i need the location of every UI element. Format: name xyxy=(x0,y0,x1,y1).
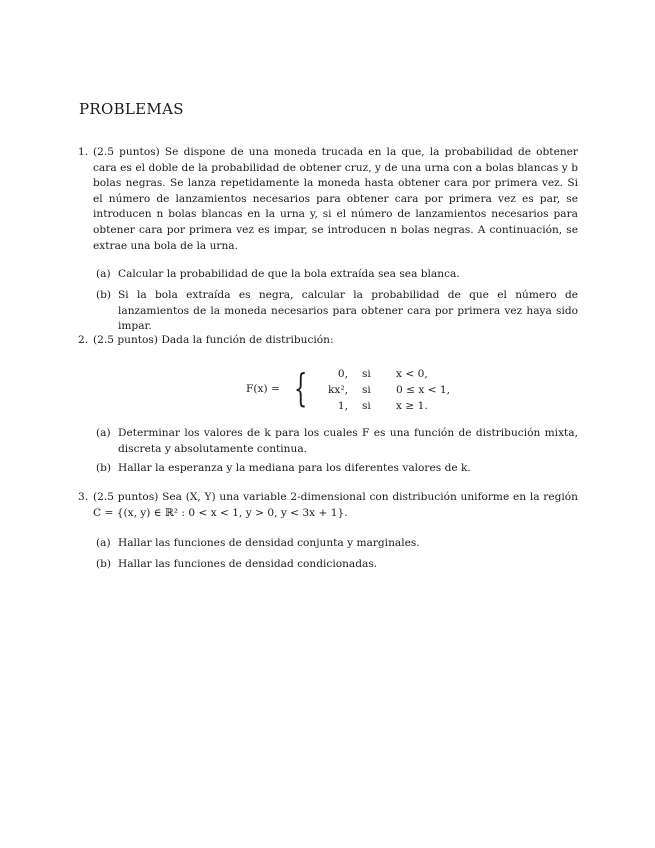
part-text: Hallar la esperanza y la mediana para los diferentes valores de k. xyxy=(118,462,471,474)
problem-1 xyxy=(78,145,578,254)
part-label: (b) xyxy=(96,558,112,570)
problem-number: 2. xyxy=(78,334,89,346)
formula-cond: si xyxy=(362,400,371,412)
formula-range: 0 ≤ x < 1, xyxy=(396,384,451,396)
formula-range: x ≥ 1. xyxy=(396,400,428,412)
part-label: (a) xyxy=(96,427,111,439)
problem-2-part-b xyxy=(96,461,578,477)
part-text: Determinar los valores de k para los cuales F es una función de distribución mixta, discreta y absolutamente continua. xyxy=(118,427,578,455)
part-text: Hallar las funciones de densidad conjunta y marginales. xyxy=(118,537,420,549)
problem-3-part-a xyxy=(96,536,578,552)
problem-2 xyxy=(78,333,578,349)
formula-cond: si xyxy=(362,384,371,396)
part-label: (a) xyxy=(96,268,111,280)
page-title: PROBLEMAS xyxy=(79,100,184,118)
part-label: (b) xyxy=(96,462,112,474)
formula-value: kx², xyxy=(327,384,348,396)
problem-number: 3. xyxy=(78,491,89,503)
part-text: Calcular la probabilidad de que la bola extraída sea sea blanca. xyxy=(118,268,460,280)
problem-text: (2.5 puntos) Se dispone de una moneda trucada en la que, la probabilidad de obtener cara es el doble de la probabilidad de obtener cruz, y de una urna con a bolas blancas y b bolas negras. Se lanza repetidamente la moneda hasta obtener cara por primera vez. Si el número de lanzamientos necesarios para obtener cara por primera vez es par, se introducen n bolas blancas en la urna y, si el número de lanzamientos necesarios para obtener cara por primera vez es impar, se introducen n bolas negras. A continuación, se extrae una bola de la urna. xyxy=(93,146,578,252)
part-label: (b) xyxy=(96,289,112,301)
part-label: (a) xyxy=(96,537,111,549)
problem-1-part-b xyxy=(96,288,578,335)
formula-value: 0, xyxy=(337,368,348,380)
formula-lhs: F(x) = xyxy=(246,383,280,395)
formula-range: x < 0, xyxy=(396,368,428,380)
problem-3 xyxy=(78,490,578,521)
formula-cond: si xyxy=(362,368,371,380)
formula-value: 1, xyxy=(337,400,348,412)
problem-text: (2.5 puntos) Sea (X, Y) una variable 2-dimensional con distribución uniforme en la región C = {(x, y) ∈ ℝ² : 0 < x < 1, y > 0, y < 3x + 1}. xyxy=(93,491,578,519)
part-text: Si la bola extraída es negra, calcular la probabilidad de que el número de lanzamientos de la moneda necesarios para obtener cara por primera vez haya sido impar. xyxy=(118,289,578,333)
problem-2-part-a xyxy=(96,426,578,457)
problem-text: (2.5 puntos) Dada la función de distribución: xyxy=(93,334,334,346)
problem-3-part-b xyxy=(96,557,578,573)
problem-number: 1. xyxy=(78,146,89,158)
problem-1-part-a xyxy=(96,267,578,283)
left-brace-icon: { xyxy=(294,366,308,410)
part-text: Hallar las funciones de densidad condicionadas. xyxy=(118,558,378,570)
